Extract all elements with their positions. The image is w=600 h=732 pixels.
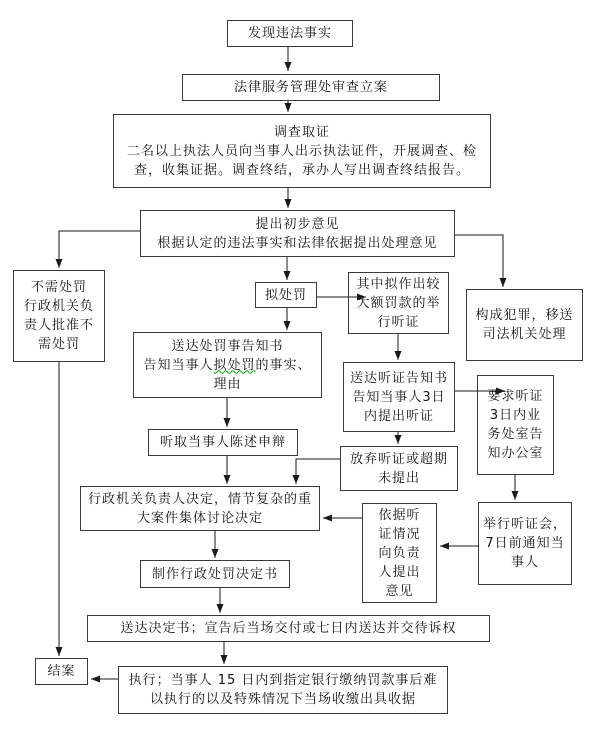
flow-box-penalty-notice: [133, 332, 322, 398]
flow-box-listen-statement-label: 听取当事人陈述申辩: [159, 435, 286, 450]
flow-box-execute-label: 执行；当事人 15 日内到指定银行缴纳罚款事后难以执行的以及特殊情况下当场收缴出具收据: [128, 673, 438, 707]
connector-initial-crime: [455, 235, 503, 287]
flow-box-large-fine-hearing: [348, 272, 449, 334]
flow-box-investigate-title: 调查取证: [273, 124, 330, 140]
flow-box-execute: [118, 666, 448, 714]
flow-box-discover: [227, 20, 353, 47]
flow-box-no-penalty: [13, 270, 105, 362]
flow-box-no-penalty-title: 不需处罚: [30, 280, 87, 295]
flow-box-hearing-notice: [343, 362, 455, 432]
flow-box-review-label: 法律服务管理处审查立案: [233, 80, 388, 95]
flow-box-hearing-opinion-label: 依据听证情况向负责人提出意见: [378, 507, 421, 599]
flow-box-penalty-notice-body: [138, 356, 317, 394]
flow-box-crime-transfer-label: 构成犯罪，移送司法机关处理: [475, 308, 574, 342]
penalty-notice-body-pre: 告知当事人: [143, 357, 214, 373]
flow-box-deliver-decision: [87, 615, 490, 642]
flow-box-initial-opinion-title: 提出初步意见: [255, 216, 340, 232]
flow-box-hearing-opinion: [362, 503, 437, 603]
flow-box-initial-opinion-body: 根据认定的违法事实和法律依据提出处理意见: [157, 235, 438, 251]
flow-box-no-penalty-body: 行政机关负责人批准不需处罚: [23, 299, 94, 352]
flow-box-hold-hearing-label: 举行听证会，7日前通知当事人: [483, 517, 568, 570]
penalty-notice-body-wavy: 拟处罚: [213, 357, 256, 373]
flow-box-hold-hearing: [478, 502, 572, 585]
flow-box-investigate: [113, 114, 491, 188]
flow-box-deliver-decision-label: 送达决定书；宣告后当场交付或七日内送达并交待诉权: [120, 621, 457, 636]
flow-box-leader-decide-label: 行政机关负责人决定，情节复杂的重大案件集体讨论决定: [87, 491, 312, 526]
flow-box-initial-opinion: [140, 210, 455, 257]
flow-box-request-hearing-label: 要求听证3日内业务处室告知办公室: [487, 389, 544, 461]
penalty-notice-body-post: 的事实、理由: [213, 357, 312, 392]
flow-box-listen-statement: [148, 429, 298, 456]
connector-initial-no-penalty: [59, 231, 140, 268]
flow-box-make-decision-doc-label: 制作行政处罚决定书: [151, 566, 278, 582]
flow-box-hearing-notice-label: 送达听证告知书告知当事人3日内提出听证: [349, 370, 448, 424]
flow-box-investigate-body: 二名以上执法人员向当事人出示执法证件，开展调查、检查，收集证据。调查终结，承办人写出调查终结报告。: [126, 143, 477, 178]
flow-box-request-hearing: [477, 375, 554, 475]
flow-box-propose-penalty: [255, 282, 317, 308]
flow-box-review: [182, 74, 440, 101]
flow-box-penalty-notice-title: 送达处罚事告知书: [171, 338, 284, 354]
flow-box-close-case-label: 结案: [47, 664, 76, 679]
connector-waive-decide: [296, 459, 340, 484]
flow-box-discover-label: 发现违法事实: [247, 26, 332, 41]
flow-box-waive-hearing-label: 放弃听证或超期未提出: [349, 451, 448, 486]
flow-box-crime-transfer: [466, 289, 583, 361]
flow-box-propose-penalty-label: 拟处罚: [264, 287, 307, 303]
flow-box-waive-hearing: [340, 446, 458, 491]
flow-box-close-case: [35, 658, 88, 685]
flow-box-leader-decide: [80, 486, 320, 531]
flow-box-make-decision-doc: [140, 560, 290, 588]
flow-box-large-fine-hearing-label: 其中拟作出较大额罚款的举行听证: [356, 276, 441, 330]
